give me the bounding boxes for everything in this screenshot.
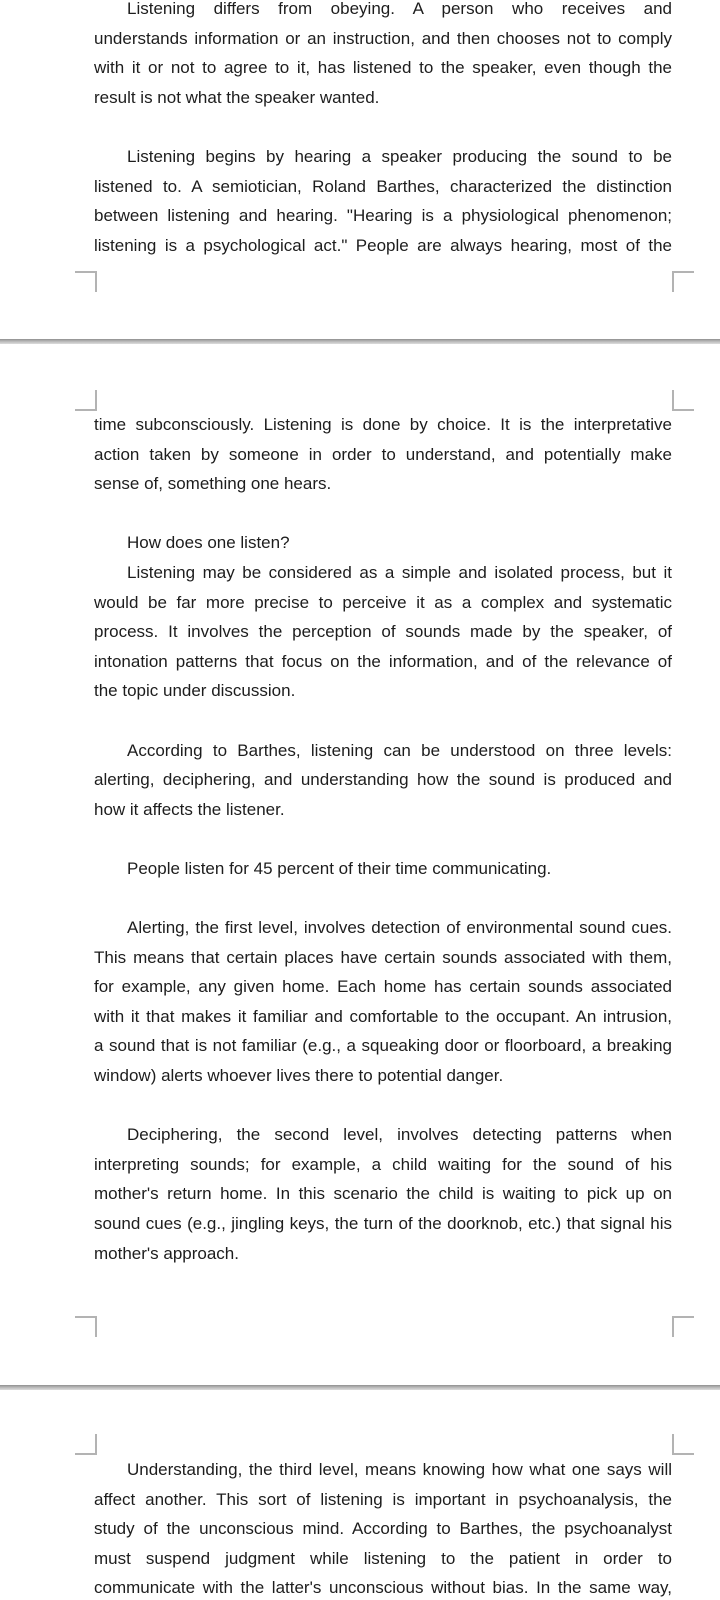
text-line[interactable]: with it or not to agree to it, has listened to the speaker, even though the [94, 58, 672, 78]
text-line[interactable]: Listening differs from obeying. A person who receives and [127, 0, 672, 18]
text-line[interactable]: Listening begins by hearing a speaker producing the sound to be [127, 146, 672, 166]
text-line[interactable]: how it affects the listener. [94, 799, 285, 819]
text-line[interactable]: alerting, deciphering, and understanding how the sound is produced and [94, 770, 672, 790]
text-line[interactable]: sound cues (e.g., jingling keys, the turn of the doorknob, etc.) that signal his [94, 1214, 672, 1234]
page-2-top-right-margin-mark [672, 390, 694, 411]
paragraph-gap [94, 1091, 672, 1121]
page-1-bottom-right-margin-mark [672, 271, 694, 292]
text-line[interactable]: for example, any given home. Each home has certain sounds associated [94, 977, 672, 997]
text-line[interactable]: between listening and hearing. "Hearing is a physiological phenomenon; [94, 206, 672, 226]
text-line[interactable]: would be far more precise to perceive it as a complex and systematic [94, 592, 672, 612]
text-line[interactable]: process. It involves the perception of sounds made by the speaker, of [94, 622, 672, 642]
text-line[interactable]: must suspend judgment while listening to the patient in order to [94, 1548, 672, 1568]
text-line[interactable]: Deciphering, the second level, involves detecting patterns when [127, 1125, 672, 1145]
text-line[interactable]: This means that certain places have certain sounds associated with them, [94, 947, 672, 967]
text-line[interactable]: window) alerts whoever lives there to potential danger. [94, 1066, 504, 1086]
text-line[interactable]: intonation patterns that focus on the information, and of the relevance of [94, 651, 672, 671]
page-2-bottom-right-margin-mark [672, 1316, 694, 1337]
text-line[interactable]: result is not what the speaker wanted. [94, 87, 380, 107]
text-line[interactable]: Understanding, the third level, means knowing how what one says will [127, 1460, 672, 1479]
text-line[interactable]: Alerting, the first level, involves detection of environmental sound cues. [127, 918, 672, 938]
text-line[interactable]: affect another. This sort of listening is important in psychoanalysis, the [94, 1489, 672, 1509]
text-line[interactable]: communicate with the latter's unconscious without bias. In the same way, [94, 1578, 672, 1598]
text-line[interactable]: mother's approach. [94, 1243, 239, 1263]
paragraph-gap [94, 499, 672, 529]
text-line[interactable]: Listening may be considered as a simple and isolated process, but it [127, 562, 672, 582]
text-line[interactable]: a sound that is not familiar (e.g., a squeaking door or floorboard, a breaking [94, 1036, 672, 1056]
paragraph-gap [94, 706, 672, 736]
text-line[interactable]: time subconsciously. Listening is done by choice. It is the interpretative [94, 415, 672, 434]
page-break-gap [0, 339, 720, 344]
text-line[interactable]: mother's return home. In this scenario the child is waiting to pick up on [94, 1184, 672, 1204]
page-3-top-left-margin-mark [75, 1434, 97, 1455]
text-line[interactable]: How does one listen? [127, 533, 290, 553]
paragraph-gap [94, 824, 672, 854]
page-2-bottom-left-margin-mark [75, 1316, 97, 1337]
paragraph-gap [94, 884, 672, 914]
text-line[interactable]: listening is a psychological act." People are always hearing, most of the [94, 235, 672, 255]
text-line[interactable]: sense of, something one hears. [94, 474, 332, 494]
page-break-gap [0, 1385, 720, 1390]
text-line[interactable]: action taken by someone in order to understand, and potentially make [94, 444, 672, 464]
text-line[interactable]: understands information or an instruction, and then chooses not to comply [94, 28, 672, 48]
page-2-top-left-margin-mark [75, 390, 97, 411]
text-line[interactable]: According to Barthes, listening can be understood on three levels: [127, 740, 672, 760]
text-line[interactable]: with it that makes it familiar and comfortable to the occupant. An intrusion, [94, 1006, 672, 1026]
text-line[interactable]: interpreting sounds; for example, a child waiting for the sound of his [94, 1154, 672, 1174]
page-3-top-right-margin-mark [672, 1434, 694, 1455]
page-1-bottom-left-margin-mark [75, 271, 97, 292]
page-2-text[interactable] [94, 410, 672, 1268]
page-1-text[interactable] [94, 0, 672, 260]
text-line[interactable]: listened to. A semiotician, Roland Barthes, characterized the distinction [94, 176, 672, 196]
page-3-text[interactable] [94, 1455, 672, 1600]
text-line[interactable]: study of the unconscious mind. According to Barthes, the psychoanalyst [94, 1519, 672, 1539]
text-line[interactable]: the topic under discussion. [94, 681, 296, 701]
text-line[interactable]: People listen for 45 percent of their time communicating. [127, 858, 552, 878]
paragraph-gap [94, 112, 672, 142]
